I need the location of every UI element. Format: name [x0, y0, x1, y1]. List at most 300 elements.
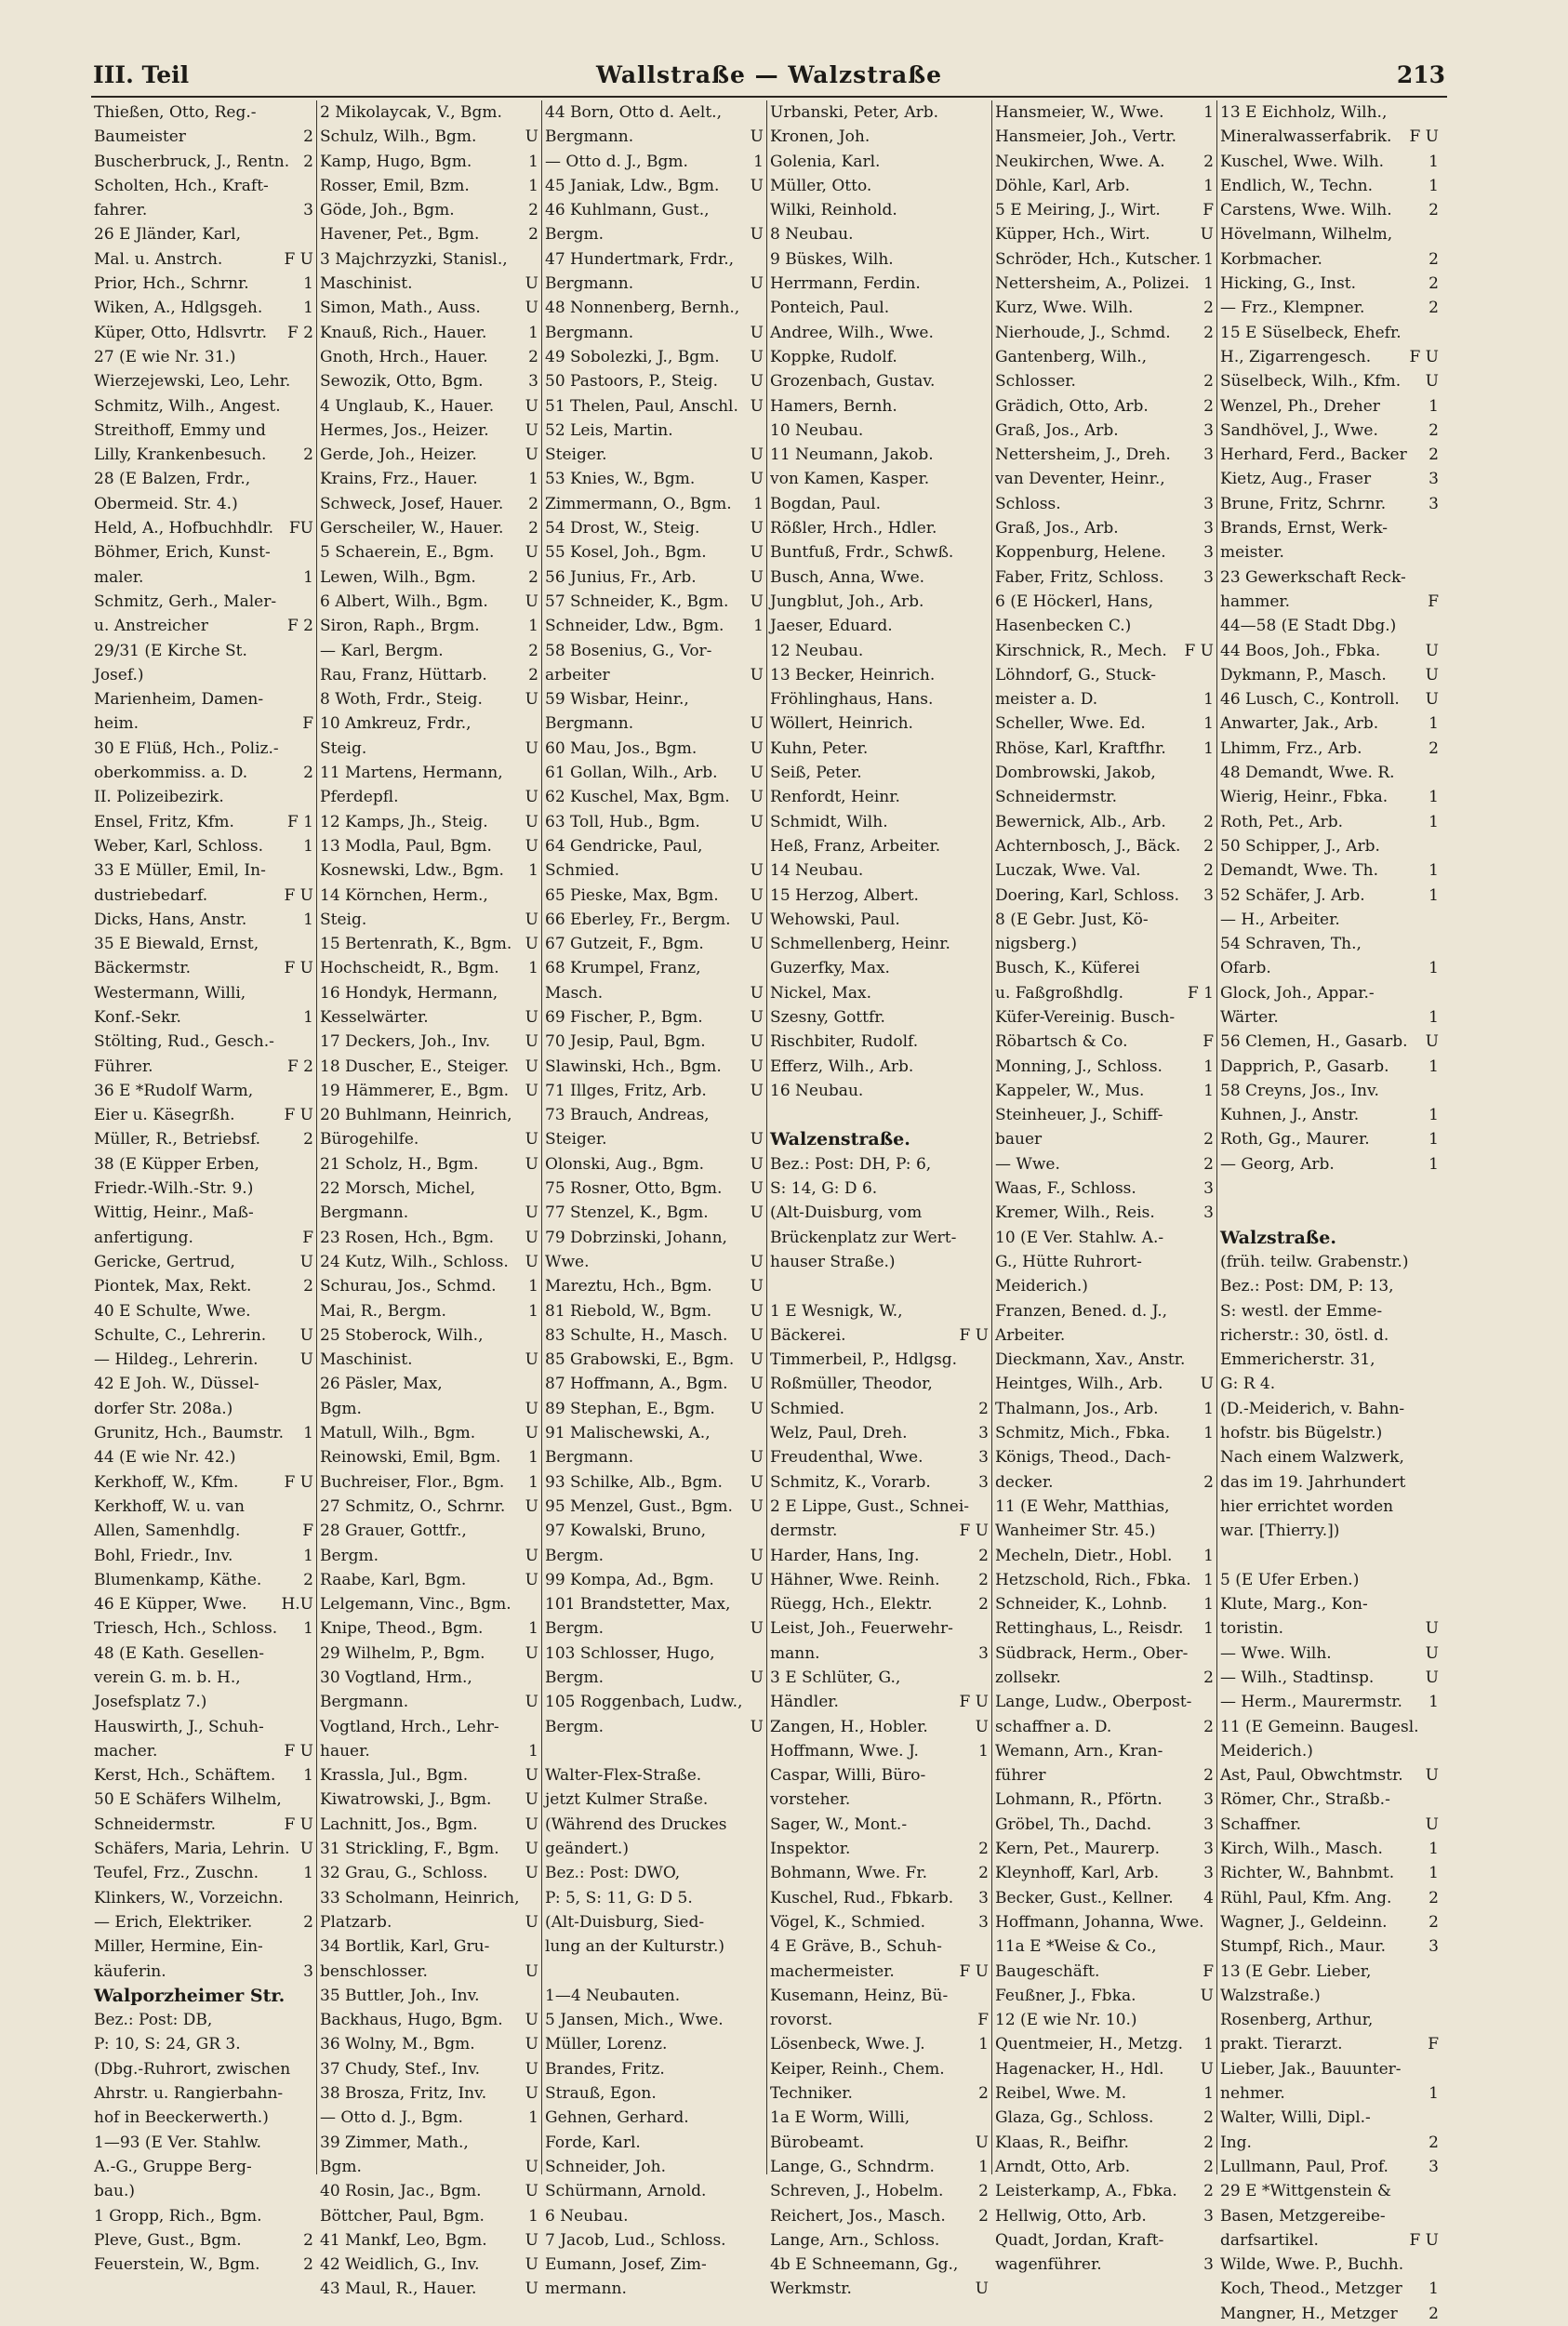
entry-text: Bergmann. — [545, 1448, 634, 1468]
entry-marker: U — [525, 738, 538, 758]
entry-marker: 3 — [1203, 1840, 1214, 1859]
directory-entry — [770, 908, 989, 932]
entry-text: Hauswirth, J., Schuh- — [94, 1717, 264, 1736]
entry-marker: 3 — [1203, 445, 1214, 465]
entry-text: Bohmann, Wwe. Fr. — [770, 1864, 927, 1883]
entry-text: Graß, Jos., Arb. — [995, 420, 1119, 440]
directory-entry — [995, 1030, 1214, 1054]
directory-entry — [1220, 419, 1439, 443]
directory-entry — [545, 321, 764, 345]
directory-entry — [770, 932, 989, 956]
directory-entry — [770, 1005, 989, 1030]
entry-text: Stölting, Rud., Gesch.- — [94, 1032, 274, 1052]
entry-text: Brandes, Fritz. — [545, 2059, 665, 2079]
entry-text: schaffner a. D. — [995, 1717, 1112, 1736]
entry-text: Seiß, Peter. — [770, 764, 862, 783]
entry-marker: 2 — [1203, 152, 1214, 171]
directory-entry — [545, 884, 764, 908]
directory-entry — [94, 1201, 313, 1225]
directory-entry — [94, 981, 313, 1005]
entry-marker: 3 — [1203, 1864, 1214, 1883]
directory-entry — [995, 2057, 1214, 2081]
entry-text: Mal. u. Anstrch. — [94, 249, 223, 269]
entry-text: 66 Eberley, Fr., Bergm. — [545, 910, 731, 929]
directory-entry — [545, 1201, 764, 1225]
entry-text: Feuerstein, W., Bgm. — [94, 2255, 260, 2275]
directory-entry — [1220, 2131, 1439, 2155]
directory-entry — [995, 2106, 1214, 2130]
directory-entry — [995, 1813, 1214, 1837]
directory-entry — [770, 785, 989, 809]
directory-entry — [1220, 1763, 1439, 1788]
directory-entry — [320, 492, 538, 516]
entry-marker: 1 — [1428, 2084, 1439, 2104]
directory-entry — [995, 198, 1214, 222]
entry-text: Mecheln, Dietr., Hobl. — [995, 1546, 1173, 1565]
entry-text: Neukirchen, Wwe. A. — [995, 152, 1165, 171]
entry-text: Klute, Marg., Kon- — [1220, 1595, 1368, 1615]
entry-marker: 2 — [303, 2255, 313, 2275]
directory-entry — [1220, 1984, 1439, 2008]
entry-text: 8 Woth, Frdr., Steig. — [320, 690, 483, 710]
entry-text: anfertigung. — [94, 1228, 193, 1247]
entry-text: Sandhövel, J., Wwe. — [1220, 420, 1378, 440]
entry-text: Kietz, Aug., Fraser — [1220, 470, 1372, 489]
directory-entry — [545, 1299, 764, 1323]
directory-entry — [320, 2155, 538, 2179]
entry-text: 26 E Jländer, Karl, — [94, 225, 241, 245]
directory-entry — [320, 1739, 538, 1763]
directory-entry — [545, 345, 764, 369]
entry-text: Mineralwasserfabrik. — [1220, 127, 1392, 147]
directory-entry — [545, 1861, 764, 1885]
entry-text: 49 Sobolezki, J., Bgm. — [545, 347, 720, 366]
entry-marker: 2 — [1203, 1154, 1214, 1174]
entry-text: 10 Neubau. — [770, 420, 864, 440]
entry-marker: 1 — [1428, 1840, 1439, 1859]
entry-marker: 2 — [978, 1840, 989, 1859]
entry-marker: U — [525, 1228, 538, 1247]
entry-text: richerstr.: 30, östl. d. — [1220, 1325, 1389, 1345]
entry-text: Grozenbach, Gustav. — [770, 372, 936, 392]
directory-entry — [320, 687, 538, 711]
entry-marker: U — [525, 2084, 538, 2104]
directory-entry — [94, 1055, 313, 1079]
directory-entry — [545, 1984, 764, 2008]
entry-text: 12 Kamps, Jh., Steig. — [320, 812, 488, 831]
directory-entry — [1220, 1470, 1439, 1495]
entry-marker: U — [525, 274, 538, 294]
entry-text: Nettersheim, J., Dreh. — [995, 445, 1171, 465]
entry-text: Steiger. — [545, 1130, 607, 1150]
entry-text: Andree, Wilh., Wwe. — [770, 323, 934, 342]
directory-entry — [94, 1299, 313, 1323]
directory-entry — [995, 1445, 1214, 1469]
directory-entry — [545, 1005, 764, 1030]
entry-text: van Deventer, Heinr., — [995, 470, 1165, 489]
directory-entry — [545, 2106, 764, 2130]
entry-text: Mangner, H., Metzger — [1220, 2304, 1398, 2323]
entry-text: Zangen, H., Hobler. — [770, 1717, 928, 1736]
directory-entry — [1220, 2008, 1439, 2032]
entry-text: S: westl. der Emme- — [1220, 1301, 1383, 1321]
entry-text: Wiken, A., Hdlgsgeh. — [94, 299, 263, 318]
directory-entry — [545, 1103, 764, 1127]
directory-entry — [94, 711, 313, 736]
entry-text: Schloss. — [995, 494, 1061, 513]
entry-text: 38 (E Küpper Erben, — [94, 1154, 259, 1174]
entry-text: 51 Thelen, Paul, Anschl. — [545, 396, 738, 416]
entry-marker: 1 — [1203, 1399, 1214, 1418]
directory-entry — [770, 394, 989, 419]
directory-entry — [770, 1030, 989, 1054]
directory-entry — [545, 443, 764, 467]
directory-entry — [320, 1641, 538, 1666]
directory-entry — [545, 1274, 764, 1298]
directory-entry — [1220, 1568, 1439, 1592]
entry-text: Pferdepfl. — [320, 788, 399, 807]
entry-marker: U — [525, 1057, 538, 1076]
directory-entry — [1220, 369, 1439, 393]
directory-entry — [1220, 1519, 1439, 1543]
column-6 — [1216, 100, 1442, 2323]
entry-text: 8 (E Gebr. Just, Kö- — [995, 910, 1149, 929]
entry-marker: U — [750, 861, 764, 881]
section-label: III. Teil — [93, 61, 190, 88]
directory-entry — [995, 419, 1214, 443]
directory-entry — [995, 369, 1214, 393]
directory-entry — [545, 2204, 764, 2228]
entry-marker: F U — [1409, 2230, 1439, 2250]
entry-marker: 1 — [978, 1741, 989, 1761]
entry-text: maler. — [94, 567, 144, 587]
directory-entry — [995, 345, 1214, 369]
directory-entry — [545, 687, 764, 711]
entry-marker: U — [750, 885, 764, 905]
directory-entry — [995, 565, 1214, 590]
directory-entry — [94, 321, 313, 345]
entry-text: H., Zigarrengesch. — [1220, 347, 1372, 366]
entry-text: Gnoth, Hrch., Hauer. — [320, 347, 488, 366]
entry-text: 67 Gutzeit, F., Bgm. — [545, 935, 704, 954]
directory-entry — [320, 810, 538, 834]
entry-text: Schaffner. — [1220, 1814, 1302, 1834]
directory-entry — [995, 687, 1214, 711]
entry-text: Bäckerei. — [770, 1325, 846, 1345]
directory-entry — [995, 2155, 1214, 2179]
entry-marker: 2 — [1203, 1668, 1214, 1687]
entry-marker: U — [525, 396, 538, 416]
directory-entry — [545, 614, 764, 638]
entry-text: Wwe. — [545, 1252, 590, 1271]
directory-entry — [545, 1666, 764, 1690]
entry-text: Lullmann, Paul, Prof. — [1220, 2157, 1389, 2176]
entry-text: Steig. — [320, 910, 367, 929]
directory-entry — [94, 932, 313, 956]
entry-marker: U — [750, 788, 764, 807]
entry-marker: 1 — [1428, 176, 1439, 195]
entry-text: Kuschel, Wwe. Wilh. — [1220, 152, 1385, 171]
entry-text: 5 E Meiring, J., Wirt. — [995, 201, 1161, 220]
directory-entry — [770, 1445, 989, 1469]
entry-marker: F U — [1184, 641, 1214, 660]
directory-entry — [94, 1910, 313, 1934]
entry-text: Roth, Gg., Maurer. — [1220, 1130, 1370, 1150]
directory-entry — [320, 1910, 538, 1934]
entry-text: 1 E Wesnigk, W., — [770, 1301, 903, 1321]
entry-text: 29 Wilhelm, P., Bgm. — [320, 1643, 485, 1663]
entry-text — [545, 1960, 764, 1984]
entry-text: Monning, J., Schloss. — [995, 1057, 1163, 1076]
directory-entry — [770, 1739, 989, 1763]
entry-text: käuferin. — [94, 1961, 166, 1981]
directory-entry — [320, 345, 538, 369]
entry-marker: 1 — [1203, 1081, 1214, 1100]
directory-entry — [1220, 1861, 1439, 1885]
directory-entry — [545, 1788, 764, 1812]
entry-marker: 2 — [1203, 396, 1214, 416]
entry-marker: F 2 — [286, 617, 313, 636]
entry-text: Maschinist. — [320, 274, 413, 294]
directory-entry — [995, 1348, 1214, 1372]
entry-text: 91 Malischewski, A., — [545, 1424, 711, 1443]
directory-entry — [1220, 394, 1439, 419]
column-4 — [766, 100, 991, 2299]
entry-text: Lhimm, Frz., Arb. — [1220, 738, 1362, 758]
directory-entry — [995, 125, 1214, 149]
entry-marker: 2 — [1203, 372, 1214, 392]
entry-text: Bergmann. — [545, 323, 634, 342]
entry-text: 15 E Süselbeck, Ehefr. — [1220, 323, 1402, 342]
directory-entry — [995, 272, 1214, 296]
entry-text: Kronen, Joh. — [770, 127, 870, 147]
entry-text: Rosenberg, Arthur, — [1220, 2011, 1374, 2030]
directory-entry — [545, 1715, 764, 1739]
entry-marker: U — [750, 910, 764, 929]
entry-text: 2 Mikolaycak, V., Bgm. — [320, 103, 502, 122]
entry-text: 63 Toll, Hub., Bgm. — [545, 812, 700, 831]
directory-entry — [995, 639, 1214, 663]
entry-text: Scholten, Hch., Kraft- — [94, 176, 269, 195]
entry-marker: U — [750, 1032, 764, 1052]
directory-entry — [995, 247, 1214, 272]
entry-text: Raabe, Karl, Bgm. — [320, 1570, 467, 1589]
directory-entry — [320, 1152, 538, 1176]
directory-entry — [545, 2179, 764, 2203]
entry-marker: 2 — [978, 1399, 989, 1418]
directory-entry — [1220, 932, 1439, 956]
entry-text: 42 E Joh. W., Düssel- — [94, 1375, 259, 1394]
directory-entry — [94, 908, 313, 932]
directory-entry — [320, 981, 538, 1005]
entry-text: 60 Mau, Jos., Bgm. — [545, 738, 698, 758]
entry-text: Dombrowski, Jakob, — [995, 764, 1156, 783]
entry-marker: U — [750, 1203, 764, 1223]
entry-text: meister a. D. — [995, 690, 1098, 710]
entry-text: bau.) — [94, 2182, 136, 2201]
entry-marker: 3 — [978, 1912, 989, 1932]
entry-marker: 1 — [303, 1766, 313, 1786]
entry-marker: 2 — [303, 152, 313, 171]
entry-marker: 1 — [303, 1007, 313, 1027]
directory-entry — [320, 2253, 538, 2277]
entry-text: 5 (E Ufer Erben.) — [1220, 1570, 1360, 1589]
entry-marker: 1 — [303, 299, 313, 318]
entry-marker: 2 — [978, 1570, 989, 1589]
entry-text — [1220, 1544, 1439, 1568]
entry-text: (Dbg.-Ruhrort, zwischen — [94, 2059, 291, 2079]
entry-text: Steinheuer, J., Schiff- — [995, 1106, 1163, 1125]
directory-entry — [995, 2008, 1214, 2032]
directory-entry — [320, 125, 538, 149]
entry-text: macher. — [94, 1741, 158, 1761]
entry-text: 25 Stoberock, Wilh., — [320, 1325, 484, 1345]
entry-marker: 1 — [1203, 103, 1214, 122]
directory-entry — [320, 1079, 538, 1103]
directory-entry — [94, 1837, 313, 1861]
entry-marker: 1 — [1203, 2084, 1214, 2104]
entry-marker: U — [1425, 665, 1439, 685]
directory-entry — [1220, 1226, 1439, 1250]
entry-marker: 1 — [1428, 885, 1439, 905]
entry-text: Urbanski, Peter, Arb. — [770, 103, 939, 122]
entry-text: 12 (E wie Nr. 10.) — [995, 2011, 1137, 2030]
directory-entry — [545, 1079, 764, 1103]
directory-entry — [1220, 1788, 1439, 1812]
entry-text: 44 (E wie Nr. 42.) — [94, 1448, 236, 1468]
entry-text: 7 Jacob, Lud., Schloss. — [545, 2230, 726, 2250]
entry-text: toristin. — [1220, 1619, 1283, 1639]
entry-text: 13 Becker, Heinrich. — [770, 665, 936, 685]
directory-entry — [320, 1055, 538, 1079]
entry-marker: U — [1425, 1643, 1439, 1663]
directory-entry — [995, 1886, 1214, 1910]
entry-text: Hicking, G., Inst. — [1220, 274, 1356, 294]
entry-text: bauer — [995, 1130, 1043, 1150]
entry-text: 11a E *Weise & Co., — [995, 1937, 1157, 1957]
entry-text: u. Anstreicher — [94, 617, 208, 636]
entry-marker: U — [525, 1570, 538, 1589]
entry-marker: 2 — [528, 225, 538, 245]
directory-entry — [545, 1886, 764, 1910]
entry-text: Slawinski, Hch., Bgm. — [545, 1057, 722, 1076]
entry-text: Bergmann. — [320, 1203, 409, 1223]
entry-text: 13 (E Gebr. Lieber, — [1220, 1961, 1372, 1981]
directory-entry — [94, 1739, 313, 1763]
entry-text: Piontek, Max, Rekt. — [94, 1277, 252, 1296]
directory-entry — [995, 1372, 1214, 1396]
entry-marker: U — [525, 2182, 538, 2201]
entry-text: Schmied. — [545, 861, 620, 881]
directory-entry — [1220, 590, 1439, 614]
entry-text: 15 Herzog, Albert. — [770, 885, 919, 905]
entry-marker: F U — [1409, 127, 1439, 147]
entry-text: Grunitz, Hch., Baumstr. — [94, 1424, 285, 1443]
entry-text: Hagenacker, H., Hdl. — [995, 2059, 1164, 2079]
directory-entry — [320, 1372, 538, 1396]
directory-entry — [545, 1470, 764, 1495]
directory-entry — [545, 467, 764, 491]
directory-entry — [770, 1079, 989, 1103]
directory-entry — [545, 1910, 764, 1934]
entry-marker: U — [525, 1032, 538, 1052]
entry-text: 39 Zimmer, Math., — [320, 2133, 469, 2152]
directory-entry — [94, 956, 313, 980]
directory-entry — [320, 1788, 538, 1812]
directory-entry — [94, 1348, 313, 1372]
entry-text: 83 Schulte, H., Masch. — [545, 1325, 728, 1345]
directory-entry — [545, 1960, 764, 1984]
directory-entry — [1220, 1445, 1439, 1469]
directory-entry — [770, 321, 989, 345]
directory-entry — [995, 1201, 1214, 1225]
directory-entry — [545, 1348, 764, 1372]
entry-text: Röbartsch & Co. — [995, 1032, 1128, 1052]
entry-text: Lachnitt, Jos., Bgm. — [320, 1814, 478, 1834]
entry-marker: 1 — [1203, 690, 1214, 710]
directory-entry — [320, 1127, 538, 1151]
entry-marker: 1 — [1203, 714, 1214, 734]
entry-marker: 3 — [1203, 1790, 1214, 1810]
directory-entry — [770, 1934, 989, 1959]
directory-entry — [320, 2057, 538, 2081]
directory-entry — [320, 785, 538, 809]
entry-text: Wenzel, Ph., Dreher — [1220, 396, 1380, 416]
entry-marker: 1 — [1203, 1424, 1214, 1443]
directory-entry — [770, 956, 989, 980]
entry-marker: 2 — [1203, 323, 1214, 342]
entry-text: 61 Gollan, Wilh., Arb. — [545, 764, 718, 783]
directory-entry — [545, 394, 764, 419]
entry-text: Josefsplatz 7.) — [94, 1693, 207, 1712]
entry-text: Hasenbecken C.) — [995, 617, 1132, 636]
directory-entry — [320, 1960, 538, 1984]
entry-text: 28 (E Balzen, Frdr., — [94, 470, 251, 489]
entry-marker: U — [525, 1840, 538, 1859]
entry-marker: 1 — [303, 567, 313, 587]
entry-text: 29/31 (E Kirche St. — [94, 641, 247, 660]
directory-entry — [1220, 1201, 1439, 1225]
directory-entry — [995, 1055, 1214, 1079]
directory-entry — [770, 2106, 989, 2130]
entry-text: 54 Drost, W., Steig. — [545, 519, 700, 538]
entry-text: Hansmeier, Joh., Vertr. — [995, 127, 1176, 147]
directory-entry — [995, 1421, 1214, 1445]
directory-entry — [1220, 198, 1439, 222]
directory-entry — [1220, 2106, 1439, 2130]
entry-marker: 1 — [753, 494, 764, 513]
entry-text: 14 Neubau. — [770, 861, 864, 881]
entry-text: Schneider, K., Lohnb. — [995, 1595, 1168, 1615]
entry-text: zollsekr. — [995, 1668, 1061, 1687]
directory-entry — [770, 540, 989, 565]
entry-marker: 1 — [1428, 1130, 1439, 1150]
directory-entry — [1220, 1397, 1439, 1421]
entry-text: Brückenplatz zur Wert- — [770, 1228, 957, 1247]
entry-marker: U — [299, 1350, 313, 1370]
entry-marker: 2 — [1203, 836, 1214, 856]
entry-text: Schneidermstr. — [94, 1814, 216, 1834]
directory-entry — [1220, 810, 1439, 834]
directory-entry — [1220, 2277, 1439, 2301]
directory-entry — [770, 1788, 989, 1812]
directory-entry — [545, 1152, 764, 1176]
entry-marker: 1 — [528, 1448, 538, 1468]
directory-entry — [94, 565, 313, 590]
directory-entry — [770, 1152, 989, 1176]
entry-marker: 3 — [1203, 420, 1214, 440]
directory-entry — [94, 2106, 313, 2130]
